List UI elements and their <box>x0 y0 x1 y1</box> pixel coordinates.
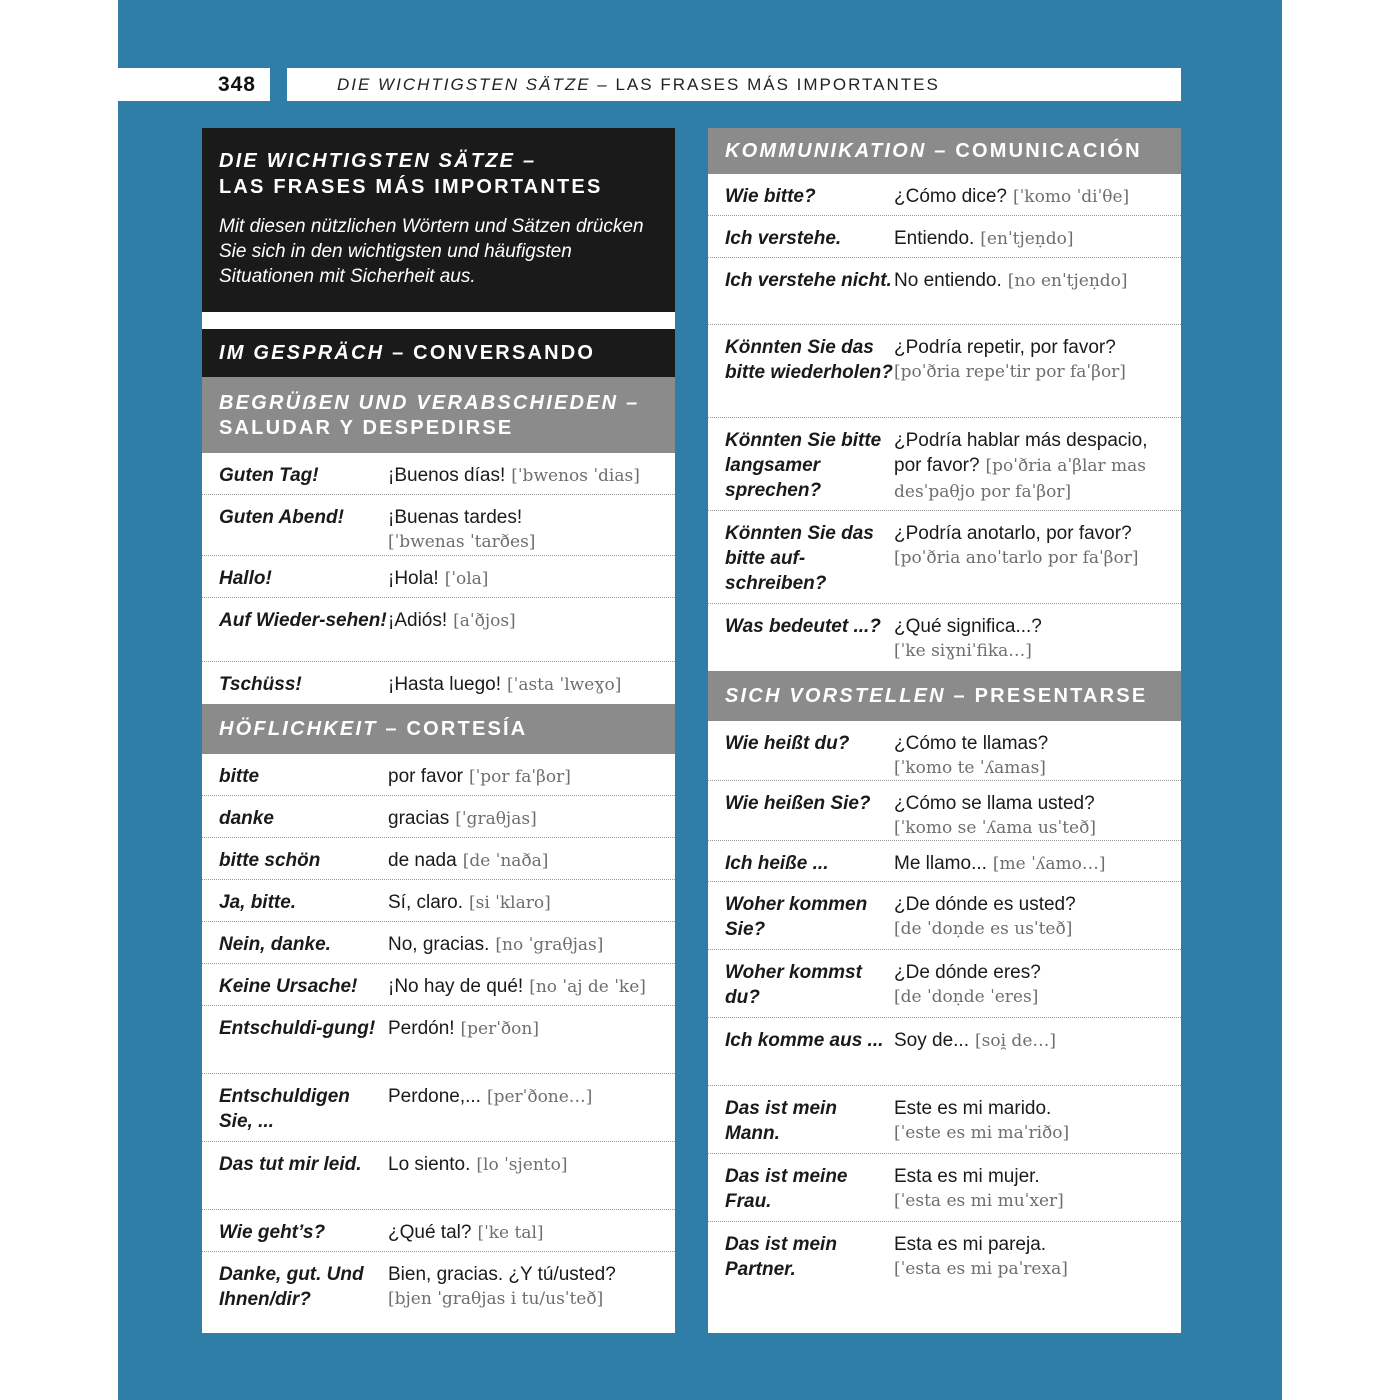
phrase-spanish: ¿Qué tal? <box>388 1222 472 1243</box>
phrase-pronunciation: [si ˈklaro] <box>468 893 551 913</box>
section-header-conversation <box>202 329 675 377</box>
phrase-spanish-cell <box>388 672 675 704</box>
phrase-german: Könnten Sie das bitte wiederholen? <box>725 337 893 383</box>
intro-title-de: DIE WICHTIGSTEN SÄTZE – <box>219 150 537 172</box>
phrase-row <box>202 1142 675 1210</box>
phrase-pronunciation: [soi̯ de…] <box>975 1031 1057 1051</box>
phrase-spanish: ¡Hasta luego! <box>388 674 502 695</box>
phrase-spanish-cell <box>894 960 1181 1017</box>
phrase-spanish-cell <box>894 184 1181 215</box>
phrase-row <box>202 796 675 838</box>
phrase-row <box>708 882 1181 950</box>
phrase-row <box>708 216 1181 258</box>
page-number-box <box>118 68 270 101</box>
phrase-german: Das ist meine Frau. <box>725 1166 848 1212</box>
phrase-pronunciation: [aˈðjos] <box>453 611 516 631</box>
phrase-spanish-cell <box>894 521 1181 603</box>
phrase-pronunciation: [poˈðria aˈβlar mas desˈpaθjo por faˈβor] <box>894 456 1147 502</box>
phrase-row <box>708 1086 1181 1154</box>
phrase-spanish: ¿Cómo te llamas? <box>894 733 1049 754</box>
phrase-german: Woher kommst du? <box>725 962 862 1008</box>
phrase-row <box>202 1252 675 1320</box>
phrase-german: danke <box>219 808 274 829</box>
phrase-pronunciation: [no ˈaj de ˈke] <box>529 977 646 997</box>
phrase-spanish: ¿De dónde es usted? <box>894 894 1076 915</box>
phrase-spanish-cell <box>388 974 675 1005</box>
phrase-pronunciation: [ˈesta es mi paˈrexa] <box>894 1259 1068 1279</box>
phrase-german: Ja, bitte. <box>219 892 297 913</box>
phrase-row <box>202 964 675 1006</box>
phrase-spanish-cell <box>388 1262 675 1320</box>
phrase-german: bitte <box>219 766 260 787</box>
phrase-pronunciation: [perˈðone…] <box>486 1087 593 1107</box>
phrase-german: Keine Ursache! <box>219 976 358 997</box>
phrase-spanish-cell <box>894 335 1181 417</box>
phrase-spanish-cell <box>388 1084 675 1141</box>
phrase-german: Das ist mein Partner. <box>725 1234 837 1280</box>
phrase-row <box>708 721 1181 781</box>
phrase-german: Guten Tag! <box>219 465 319 486</box>
phrase-german: Das tut mir leid. <box>219 1154 362 1175</box>
phrase-row <box>202 1210 675 1252</box>
phrase-spanish: Esta es mi mujer. <box>894 1166 1040 1187</box>
intro-title <box>219 148 659 200</box>
section-header-communication <box>708 128 1181 174</box>
spacer <box>202 312 675 329</box>
phrase-row <box>202 838 675 880</box>
phrase-spanish-cell <box>894 1028 1181 1085</box>
phrase-german: Könnten Sie bitte langsamer sprechen? <box>725 430 882 501</box>
phrase-spanish: ¿Podría anotarlo, por favor? <box>894 523 1132 544</box>
phrase-row <box>708 950 1181 1018</box>
phrase-spanish: de nada <box>388 850 457 871</box>
phrase-german: Was bedeutet ...? <box>725 616 881 637</box>
section-header-politeness <box>202 704 675 754</box>
phrase-pronunciation: [de ˈdoṇde es usˈteð] <box>894 919 1073 939</box>
communication-list <box>708 174 1181 671</box>
phrase-row <box>202 1006 675 1074</box>
section-title-es: SALUDAR Y DESPEDIRSE <box>219 417 514 439</box>
phrase-pronunciation: [no enˈtjeṇdo] <box>1007 271 1128 291</box>
phrase-spanish: ¡Adiós! <box>388 610 448 631</box>
phrase-row <box>202 556 675 598</box>
section-title-sep: – <box>945 684 975 707</box>
phrase-german: Das ist mein Mann. <box>725 1098 837 1144</box>
phrase-german: Ich verstehe. <box>725 228 842 249</box>
section-header-greetings <box>202 377 675 453</box>
phrase-spanish: No entiendo. <box>894 270 1002 291</box>
section-title-de: KOMMUNIKATION <box>725 139 927 162</box>
phrase-german: Wie geht’s? <box>219 1222 326 1243</box>
phrase-spanish: No, gracias. <box>388 934 490 955</box>
phrase-spanish-cell <box>894 428 1181 510</box>
section-title-de: BEGRÜẞEN UND VERABSCHIEDEN – <box>219 392 640 414</box>
phrase-spanish-cell <box>894 268 1181 324</box>
phrase-spanish: Perdón! <box>388 1018 455 1039</box>
section-title-es: CORTESÍA <box>406 717 528 740</box>
phrase-pronunciation: [ˈasta ˈlweɣo] <box>507 675 622 695</box>
phrase-spanish-cell <box>388 1220 675 1251</box>
phrase-spanish: Lo siento. <box>388 1154 471 1175</box>
phrase-spanish: ¡Hola! <box>388 568 439 589</box>
phrase-german: Nein, danke. <box>219 934 331 955</box>
phrase-spanish-cell <box>388 890 675 921</box>
phrase-pronunciation: [ˈkomo ˈdiˈθe] <box>1013 187 1130 207</box>
phrase-german: Guten Abend! <box>219 507 344 528</box>
phrase-spanish-cell <box>388 932 675 963</box>
phrase-german: Woher kommen Sie? <box>725 894 868 940</box>
phrase-pronunciation: [ˈkomo se ˈʎama usˈteð] <box>894 818 1096 838</box>
phrase-german: Tschüss! <box>219 674 302 695</box>
phrase-pronunciation: [bjen ˈgraθjas i tu/usˈteð] <box>388 1289 604 1309</box>
phrase-pronunciation: [poˈðria repeˈtir por faˈβor] <box>894 362 1126 382</box>
phrase-spanish: Entiendo. <box>894 228 975 249</box>
phrase-pronunciation: [poˈðria anoˈtarlo por faˈβor] <box>894 548 1139 568</box>
phrase-pronunciation: [ˈgraθjas] <box>455 809 537 829</box>
intro-text: Mit diesen nützlichen Wörtern und Sätzen drücken Sie sich in den wichtigsten und häufigsten Situationen mit Sicherheit aus. <box>219 216 644 287</box>
phrase-row <box>202 495 675 556</box>
phrase-pronunciation: [ˈola] <box>444 569 489 589</box>
phrase-pronunciation: [perˈðon] <box>460 1019 539 1039</box>
phrase-spanish: Esta es mi pareja. <box>894 1234 1047 1255</box>
phrase-row <box>708 325 1181 418</box>
page-number: 348 <box>217 72 256 96</box>
phrase-spanish: ¿Podría hablar más despacio, por favor? <box>894 430 1148 476</box>
right-column <box>708 128 1181 1333</box>
phrase-spanish: ¿De dónde eres? <box>894 962 1041 983</box>
phrase-spanish: Bien, gracias. ¿Y tú/usted? <box>388 1264 616 1285</box>
phrase-spanish: Perdone,... <box>388 1086 481 1107</box>
phrase-german: Ich verstehe nicht. <box>725 270 892 291</box>
section-title-es: PRESENTARSE <box>974 684 1148 707</box>
phrase-row <box>708 258 1181 325</box>
phrase-pronunciation: [ˈbwenos ˈdias] <box>511 466 640 486</box>
phrase-german: Wie heißt du? <box>725 733 850 754</box>
phrase-pronunciation: [ˈbwenas ˈtarðes] <box>388 532 536 552</box>
phrase-row <box>708 841 1181 882</box>
phrase-german: Danke, gut. Und Ihnen/dir? <box>219 1264 364 1310</box>
introduce-list <box>708 721 1181 1290</box>
phrase-row <box>202 453 675 495</box>
phrase-row <box>708 1018 1181 1086</box>
phrase-german: Entschuldigen Sie, ... <box>219 1086 350 1132</box>
phrase-spanish-cell <box>894 791 1181 840</box>
phrase-row <box>708 604 1181 671</box>
phrase-pronunciation: [lo ˈsjento] <box>476 1155 568 1175</box>
phrase-spanish-cell <box>894 731 1181 780</box>
section-title-es: CONVERSANDO <box>413 341 596 364</box>
left-column <box>202 128 675 1333</box>
phrase-german: Entschuldi-gung! <box>219 1018 376 1039</box>
phrase-pronunciation: [ˈke tal] <box>477 1223 544 1243</box>
section-header-introduce <box>708 671 1181 721</box>
section-title-de: HÖFLICHKEIT <box>219 717 378 740</box>
phrase-pronunciation: [ˈke siɣniˈfika…] <box>894 641 1032 661</box>
phrase-spanish-cell <box>388 848 675 879</box>
phrase-pronunciation: [enˈtjeṇdo] <box>980 229 1074 249</box>
phrase-spanish: ¡Buenos días! <box>388 465 506 486</box>
phrase-spanish: ¡Buenas tardes! <box>388 507 523 528</box>
politeness-list <box>202 754 675 1320</box>
phrase-row <box>708 418 1181 511</box>
running-header-es: LAS FRASES MÁS IMPORTANTES <box>615 74 940 94</box>
intro-box <box>202 128 675 312</box>
phrase-spanish: gracias <box>388 808 450 829</box>
phrase-spanish-cell <box>388 764 675 795</box>
phrase-spanish-cell <box>388 505 675 555</box>
phrase-pronunciation: [no ˈgraθjas] <box>495 935 604 955</box>
phrase-pronunciation: [ˈkomo te ˈʎamas] <box>894 758 1046 778</box>
phrase-spanish: ¡No hay de qué! <box>388 976 524 997</box>
phrase-spanish-cell <box>894 226 1181 257</box>
phrase-pronunciation: [de ˈnaða] <box>462 851 549 871</box>
phrase-row <box>708 1154 1181 1222</box>
phrase-row <box>202 598 675 662</box>
phrase-spanish: Este es mi marido. <box>894 1098 1052 1119</box>
phrase-german: Auf Wieder-sehen! <box>219 610 387 631</box>
phrase-spanish-cell <box>894 614 1181 671</box>
running-header-sep: – <box>590 74 616 94</box>
section-title-sep: – <box>384 341 414 364</box>
phrase-row <box>708 781 1181 841</box>
phrase-german: Könnten Sie das bitte auf-schreiben? <box>725 523 874 594</box>
phrase-spanish: ¿Qué significa...? <box>894 616 1042 637</box>
phrase-row <box>202 1074 675 1142</box>
phrase-german: Wie heißen Sie? <box>725 793 871 814</box>
phrase-spanish-cell <box>388 1016 675 1073</box>
phrase-pronunciation: [ˈeste es mi maˈriðo] <box>894 1123 1070 1143</box>
phrase-pronunciation: [me ˈʎamo…] <box>992 854 1106 874</box>
phrase-german: Wie bitte? <box>725 186 816 207</box>
phrase-spanish-cell <box>388 463 675 494</box>
phrase-spanish: Soy de... <box>894 1030 969 1051</box>
phrase-german: Hallo! <box>219 568 272 589</box>
running-header-de: DIE WICHTIGSTEN SÄTZE <box>337 74 591 94</box>
phrase-row <box>708 1222 1181 1290</box>
phrase-spanish-cell <box>388 608 675 661</box>
phrase-spanish-cell <box>388 566 675 597</box>
section-title-de: SICH VORSTELLEN <box>725 684 946 707</box>
phrase-spanish: por favor <box>388 766 463 787</box>
phrase-german: bitte schön <box>219 850 321 871</box>
phrase-spanish-cell <box>894 1164 1181 1221</box>
section-title-es: COMUNICACIÓN <box>955 139 1142 162</box>
phrase-spanish-cell <box>894 1096 1181 1153</box>
phrase-row <box>202 662 675 704</box>
phrase-spanish-cell <box>894 1232 1181 1290</box>
phrase-spanish-cell <box>894 851 1181 881</box>
phrase-spanish-cell <box>894 892 1181 949</box>
phrase-row <box>708 511 1181 604</box>
phrase-spanish: ¿Podría repetir, por favor? <box>894 337 1116 358</box>
phrase-spanish: ¿Cómo dice? <box>894 186 1007 207</box>
phrase-row <box>202 922 675 964</box>
running-header <box>287 68 1181 101</box>
phrase-spanish: ¿Cómo se llama usted? <box>894 793 1095 814</box>
phrase-row <box>202 880 675 922</box>
phrase-spanish: Sí, claro. <box>388 892 463 913</box>
section-title-de: IM GESPRÄCH <box>219 341 385 364</box>
phrase-german: Ich komme aus ... <box>725 1030 884 1051</box>
intro-title-es: LAS FRASES MÁS IMPORTANTES <box>219 176 603 198</box>
section-title-sep: – <box>377 717 407 740</box>
phrase-row <box>708 174 1181 216</box>
phrase-pronunciation: [de ˈdoṇde ˈeres] <box>894 987 1039 1007</box>
phrase-spanish: Me llamo... <box>894 853 987 874</box>
phrase-pronunciation: [ˈesta es mi muˈxer] <box>894 1191 1064 1211</box>
greetings-list <box>202 453 675 704</box>
phrase-spanish-cell <box>388 1152 675 1209</box>
section-title-sep: – <box>926 139 956 162</box>
phrase-spanish-cell <box>388 806 675 837</box>
phrase-german: Ich heiße ... <box>725 853 829 874</box>
phrase-pronunciation: [ˈpor faˈβor] <box>468 767 571 787</box>
phrase-row <box>202 754 675 796</box>
